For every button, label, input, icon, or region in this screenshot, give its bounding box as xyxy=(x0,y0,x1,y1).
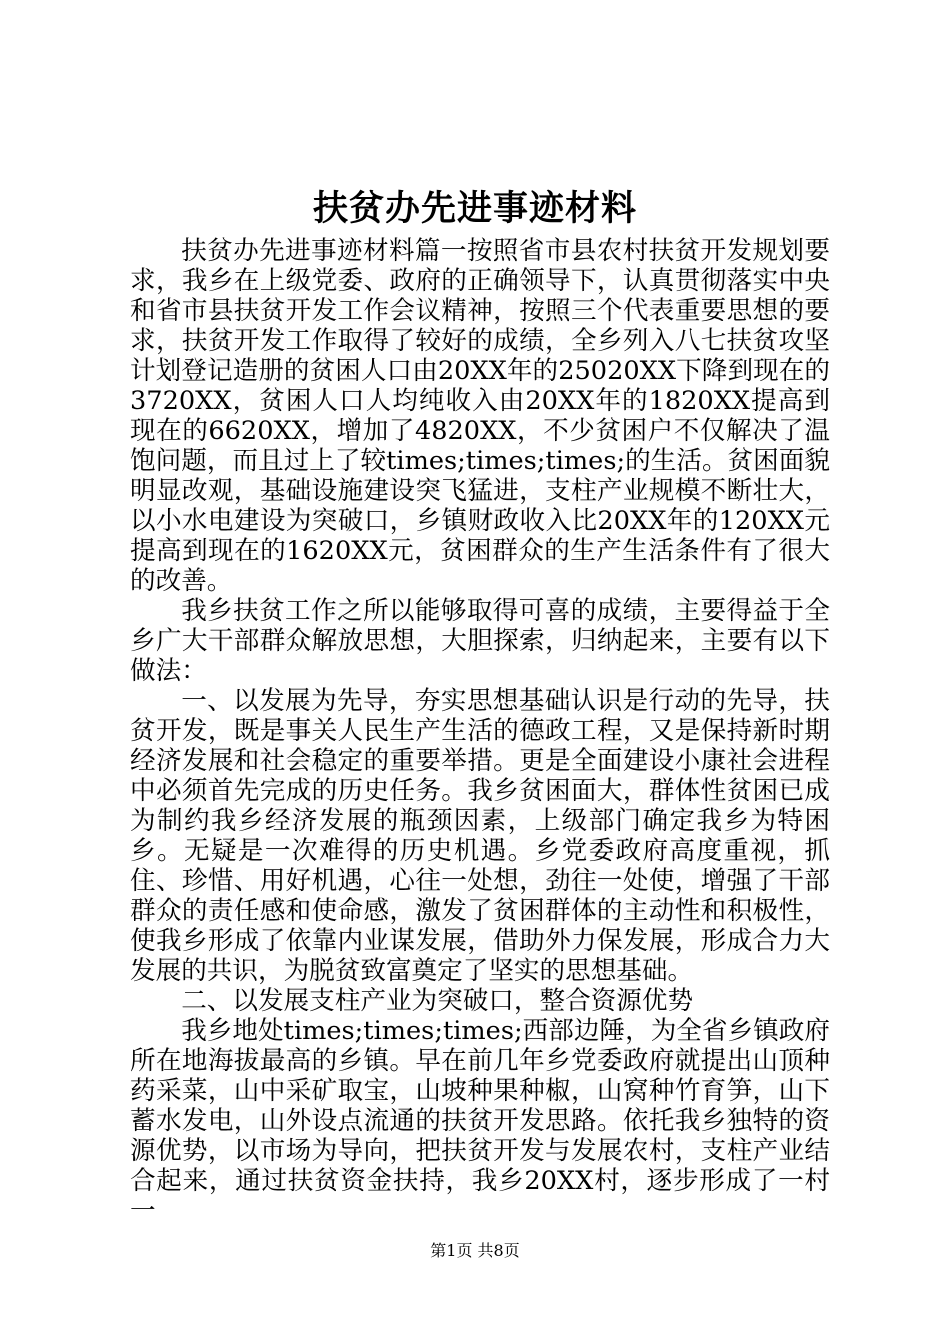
page-footer: 第1页 共8页 xyxy=(430,1241,520,1260)
paragraph: 扶贫办先进事迹材料篇一按照省市县农村扶贫开发规划要求，我乡在上级党委、政府的正确领导下，认真贯彻落实中央和省市县扶贫开发工作会议精神，按照三个代表重要思想的要求，扶贫开发工作取得了较好的成绩，全乡列入八七扶贫攻坚计划登记造册的贫困人口由20XX年的25020XX下降到现在的3720XX，贫困人口人均纯收入由20XX年的1820XX提高到现在的6620XX，增加了4820XX，不少贫困户不仅解决了温饱问题，而且过上了较times;times;times;的生活。贫困面貌明显改观，基础设施建设突飞猛进，支柱产业规模不断壮大，以小水电建设为突破口，乡镇财政收入比20XX年的120XX元提高到现在的1620XX元，贫困群众的生产生活条件有了很大的改善。 xyxy=(130,236,830,596)
paragraph: 二、以发展支柱产业为突破口，整合资源优势 xyxy=(181,986,694,1016)
document-title: 扶贫办先进事迹材料 xyxy=(312,188,637,229)
paragraph: 我乡扶贫工作之所以能够取得可喜的成绩，主要得益于全乡广大干部群众解放思想，大胆探索，归纳起来，主要有以下做法： xyxy=(130,596,830,686)
paragraph: 我乡地处times;times;times;西部边陲，为全省乡镇政府所在地海拔最高的乡镇。早在前几年乡党委政府就提出山顶种药采菜，山中采矿取宝，山坡种果种椒，山窝种竹育笋，山下蓄水发电，山外设点流通的扶贫开发思路。依托我乡独特的资源优势，以市场为导向，把扶贫开发与发展农村，支柱产业结合起来，通过扶贫资金扶持，我乡20XX村，逐步形成了一村一 xyxy=(130,1016,830,1226)
paragraph: 一、以发展为先导，夯实思想基础认识是行动的先导，扶贫开发，既是事关人民生产生活的德政工程，又是保持新时期经济发展和社会稳定的重要举措。更是全面建设小康社会进程中必须首先完成的历史任务。我乡贫困面大，群体性贫困已成为制约我乡经济发展的瓶颈因素，上级部门确定我乡为特困乡。无疑是一次难得的历史机遇。乡党委政府高度重视，抓住、珍惜、用好机遇，心往一处想，劲往一处使，增强了干部群众的责任感和使命感，激发了贫困群体的主动性和积极性，使我乡形成了依靠内业谋发展，借助外力保发展，形成合力大发展的共识，为脱贫致富奠定了坚实的思想基础。 xyxy=(130,686,830,986)
document-body xyxy=(130,236,830,1226)
